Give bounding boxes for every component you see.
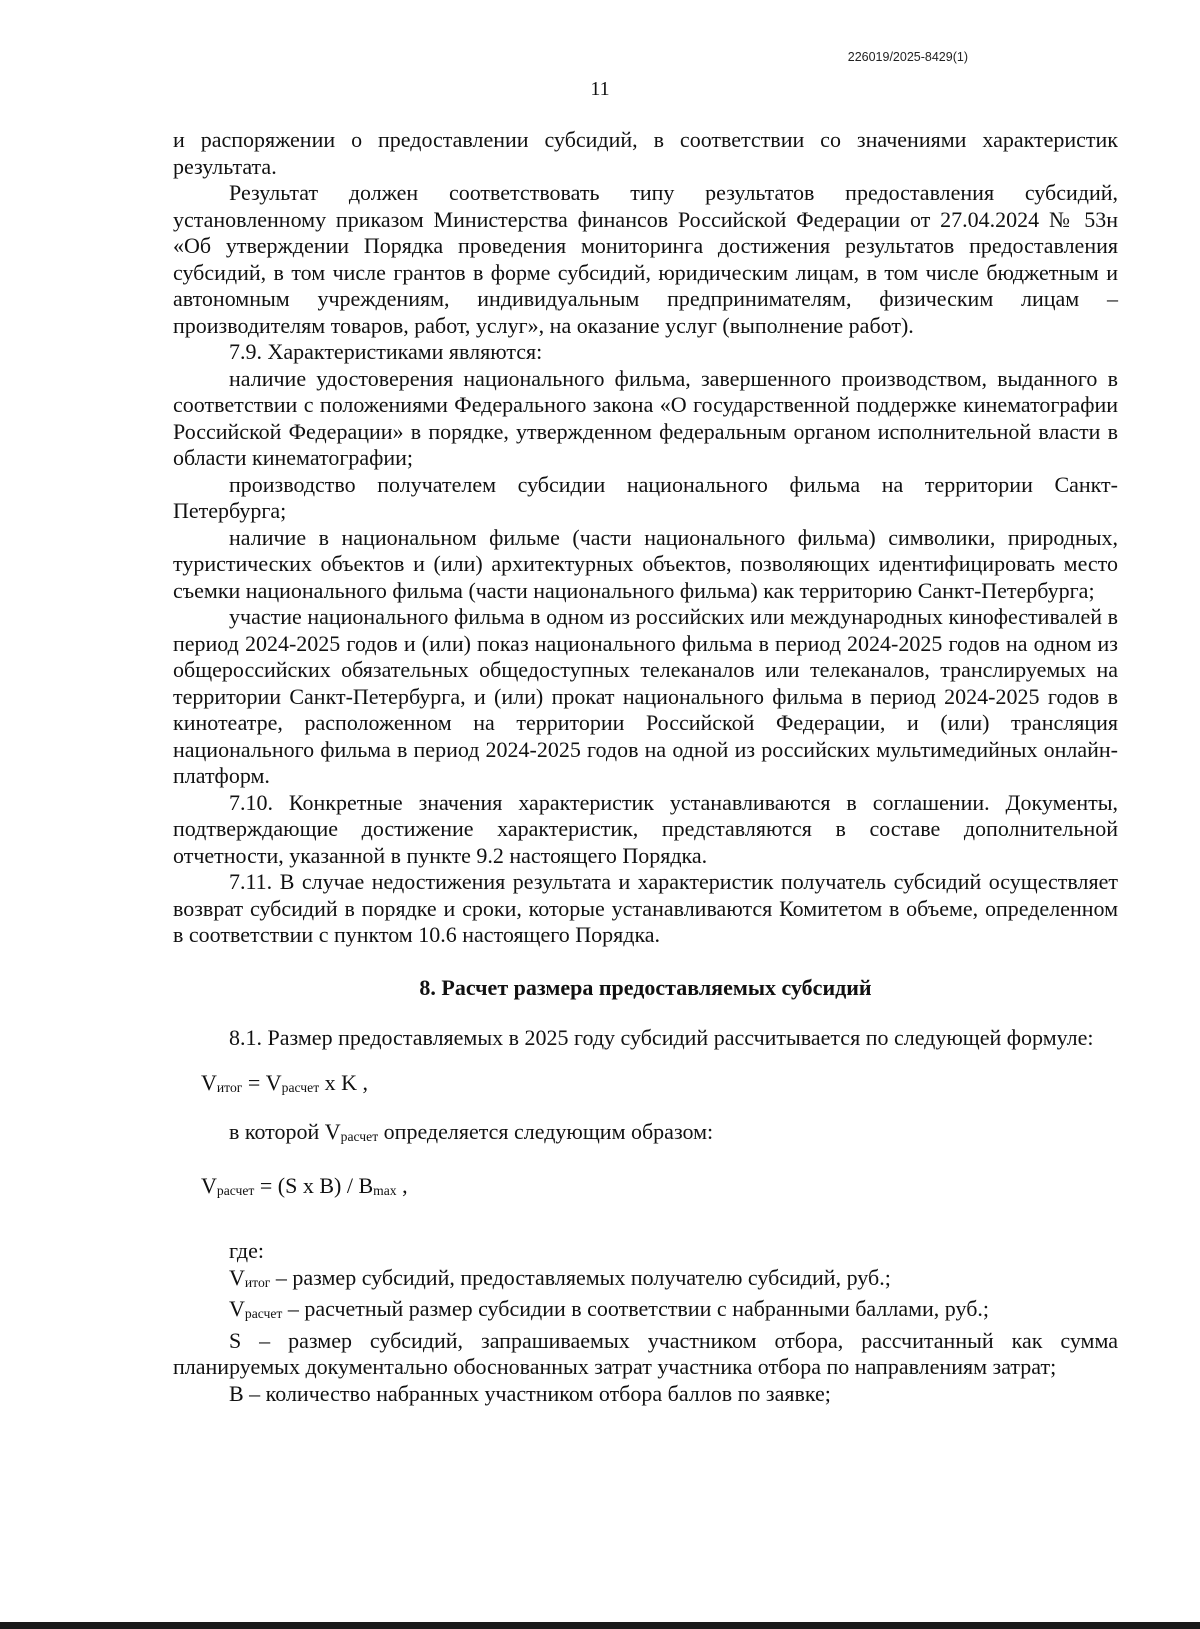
formula-calculated: $V_{расчет} = (S$ x $B) / B_{max}$ ,	[201, 1172, 408, 1198]
paragraph-result-type: Результат должен соответствовать типу результатов предоставления субсидий, установленному приказом Министерства финансов Российской Федерации от 27.04.2024 № 53н «Об утверждении Порядка проведения мониторинга достижения результатов предоставления субсидий, в том числе грантов в форме субсидий, юридическим лицам, в том числе бюджетным и автономным учреждениям, индивидуальным предпринимателям, физическим лицам – производителям товаров, работ, услуг», на оказание услуг (выполнение работ).	[173, 180, 1118, 338]
definition-v-calculated: $V_{расчет}$ – расчетный размер субсидии в соответствии с набранными баллами, руб.;	[229, 1296, 990, 1322]
paragraph-characteristic-2: производство получателем субсидии национального фильма на территории Санкт-Петербурга;	[173, 471, 1118, 523]
definition-s: S – размер субсидий, запрашиваемых участником отбора, рассчитанный как сумма планируемых документально обоснованных затрат участника отбора по направлениям затрат;	[173, 1327, 1118, 1380]
document-id: 226019/2025-8429(1)	[847, 50, 968, 64]
paragraph-7-10: 7.10. Конкретные значения характеристик устанавливаются в соглашении. Документы, подтверждающие достижение характеристик, представляются в составе дополнительной отчетности, указанной в пункте 9.2 настоящего Порядка.	[173, 789, 1118, 868]
formula-total: $V_{итог} = V_{расчет}$ x K ,	[201, 1069, 369, 1095]
paragraph-characteristic-4: участие национального фильма в одном из российских или международных кинофестивалей в период 2024-2025 годов и (или) показ национального фильма в период 2024-2025 годов на одном из общероссийских обязательных общедоступных телеканалов или телеканалов, транслируемых на территории Санкт-Петербурга, и (или) прокат национального фильма в период 2024-2025 годов в кинотеатре, расположенном на территории Российской Федерации, и (или) трансляция национального фильма в период 2024-2025 годов на одной из российских мультимедийных онлайн-платформ.	[173, 604, 1118, 788]
paragraph-8-1: 8.1. Размер предоставляемых в 2025 году субсидий рассчитывается по следующей формуле:	[229, 1025, 1094, 1050]
definition-b: B – количество набранных участником отбора баллов по заявке;	[229, 1380, 831, 1406]
page-number: 11	[590, 78, 610, 100]
paragraph-7-9: 7.9. Характеристиками являются:	[229, 339, 543, 364]
paragraph-where: где:	[229, 1238, 264, 1264]
document-body	[173, 127, 1118, 1407]
paragraph-in-which: в которой $V_{расчет}$ определяется следующим образом:	[229, 1119, 714, 1145]
paragraph-characteristic-1: наличие удостоверения национального фильма, завершенного производством, выданного в соответствии с положениями Федерального закона «О государственной поддержке кинематографии Российской Федерации» в порядке, утвержденном федеральным органом исполнительной власти в области кинематографии;	[173, 365, 1118, 470]
paragraph-7-11: 7.11. В случае недостижения результата и характеристик получатель субсидий осуществляет возврат субсидий в порядке и сроки, которые устанавливаются Комитетом в объеме, определенном в соответствии с пунктом 10.6 настоящего Порядка.	[173, 869, 1118, 947]
scan-bottom-edge	[0, 1622, 1200, 1629]
paragraph-continuation: и распоряжении о предоставлении субсидий, в соответствии со значениями характеристик результата.	[173, 127, 1118, 179]
definition-v-total: $V_{итог}$ – размер субсидий, предоставляемых получателю субсидий, руб.;	[229, 1264, 891, 1290]
paragraph-characteristic-3: наличие в национальном фильме (части национального фильма) символики, природных, туристических объектов и (или) архитектурных объектов, позволяющих идентифицировать место съемки национального фильма (части национального фильма) как территорию Санкт-Петербурга;	[173, 524, 1118, 603]
section-8-heading: 8. Расчет размера предоставляемых субсидий	[419, 974, 872, 1000]
